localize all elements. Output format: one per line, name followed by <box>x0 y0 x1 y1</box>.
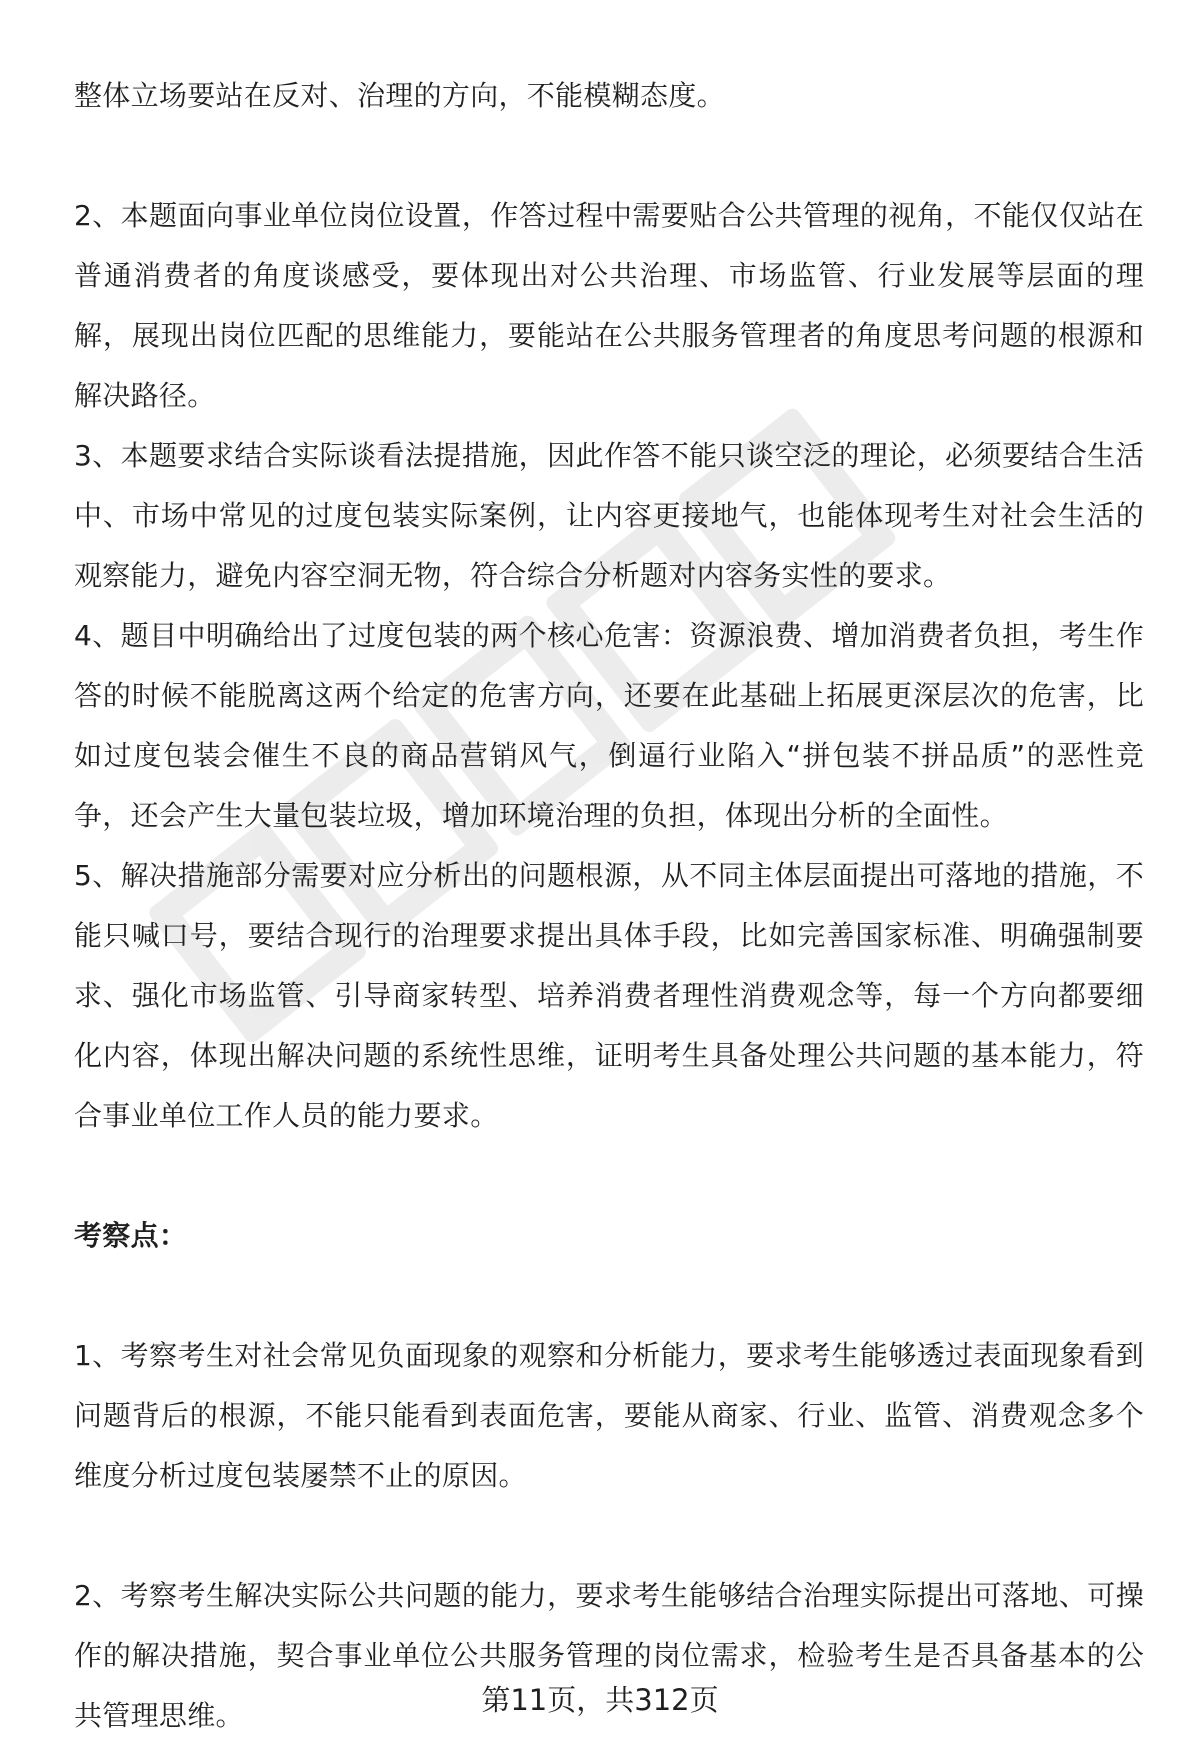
paragraph-point-3: 3、本题要求结合实际谈看法提措施，因此作答不能只谈空泛的理论，必须要结合生活中、市场中常见的过度包装实际案例，让内容更接地气，也能体现考生对社会生活的观察能力，避免内容空洞无物，符合综合分析题对内容务实性的要求。 <box>74 439 1144 592</box>
exam-point-1: 1、考察考生对社会常见负面现象的观察和分析能力，要求考生能够透过表面现象看到问题背后的根源，不能只能看到表面危害，要能从商家、行业、监管、消费观念多个维度分析过度包装屡禁不止的原因。 <box>74 1339 1144 1492</box>
paragraph-point-5: 5、解决措施部分需要对应分析出的问题根源，从不同主体层面提出可落地的措施，不能只喊口号，要结合现行的治理要求提出具体手段，比如完善国家标准、明确强制要求、强化市场监管、引导商家转型、培养消费者理性消费观念等，每一个方向都要细化内容，体现出解决问题的系统性思维，证明考生具备处理公共问题的基本能力，符合事业单位工作人员的能力要求。 <box>74 859 1144 1132</box>
paragraph-spacer <box>74 1506 1144 1566</box>
section-spacer <box>74 1266 1144 1326</box>
section-heading: 考察点： <box>74 1219 188 1252</box>
paragraph-point-2: 2、本题面向事业单位岗位设置，作答过程中需要贴合公共管理的视角，不能仅仅站在普通消费者的角度谈感受，要体现出对公共治理、市场监管、行业发展等层面的理解，展现出岗位匹配的思维能力，要能站在公共服务管理者的角度思考问题的根源和解决路径。 <box>74 199 1144 412</box>
document-body <box>74 66 1144 1746</box>
paragraph-point-4: 4、题目中明确给出了过度包装的两个核心危害：资源浪费、增加消费者负担，考生作答的时候不能脱离这两个给定的危害方向，还要在此基础上拓展更深层次的危害，比如过度包装会催生不良的商品营销风气，倒逼行业陷入“拼包装不拼品质”的恶性竞争，还会产生大量包装垃圾，增加环境治理的负担，体现出分析的全面性。 <box>74 619 1144 832</box>
paragraph-spacer <box>74 126 1144 186</box>
section-spacer <box>74 1146 1144 1206</box>
paragraph-intro: 整体立场要站在反对、治理的方向，不能模糊态度。 <box>74 79 725 112</box>
page-number: 第11页，共312页 <box>481 1683 719 1717</box>
exam-point-2: 2、考察考生解决实际公共问题的能力，要求考生能够结合治理实际提出可落地、可操作的解决措施，契合事业单位公共服务管理的岗位需求，检验考生是否具备基本的公共管理思维。 <box>74 1579 1144 1732</box>
